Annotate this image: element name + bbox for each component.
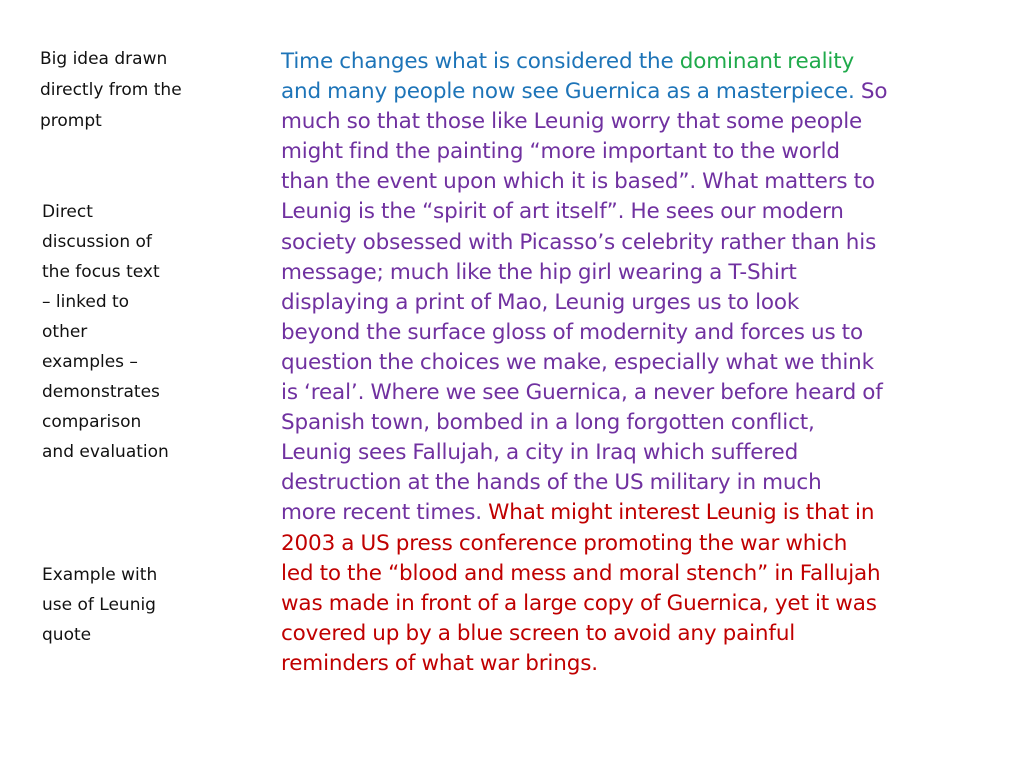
essay-segment-dominant-reality: dominant reality [679,49,855,74]
essay-paragraph [281,47,1009,679]
essay-segment-intro: Time changes what is considered the [281,49,680,74]
essay-segment-example: What might interest Leunig is that in 2003 a US press conference promoting the war which led to the “blood and mess and moral stench” in Fallujah was made in front of a large copy of Guernica, yet it was covered up by a blue screen to avoid any painful reminders of what war brings. [281,500,881,676]
annotation-big-idea: Big idea drawn directly from the prompt [40,49,182,131]
essay-segment-big-idea: and many people now see Guernica as a masterpiece. [281,79,855,105]
essay-segment-discussion: So much so that those like Leunig worry that some people might find the painting “more important to the world than the event upon which it is based”. What matters to Leunig is the “spirit of art itself”. He sees our modern society obsessed with Picasso’s celebrity rather than his message; much like the hip girl wearing a T-Shirt displaying a print of Mao, Leunig urges us to look beyond the surface gloss of modernity and forces us to question the choices we make, especially what we think is ‘real’. Where we see Guernica, a never before heard of Spanish town, bombed in a long forgotten conflict, Leunig sees Fallujah, a city in Iraq which suffered destruction at the hands of the US military in much more recent times. [281,79,888,526]
annotation-example-quote: Example with use of Leunig quote [42,565,158,645]
annotation-direct-discussion: Direct discussion of the focus text – linked to other examples – demonstrates comparison and evaluation [42,202,169,462]
